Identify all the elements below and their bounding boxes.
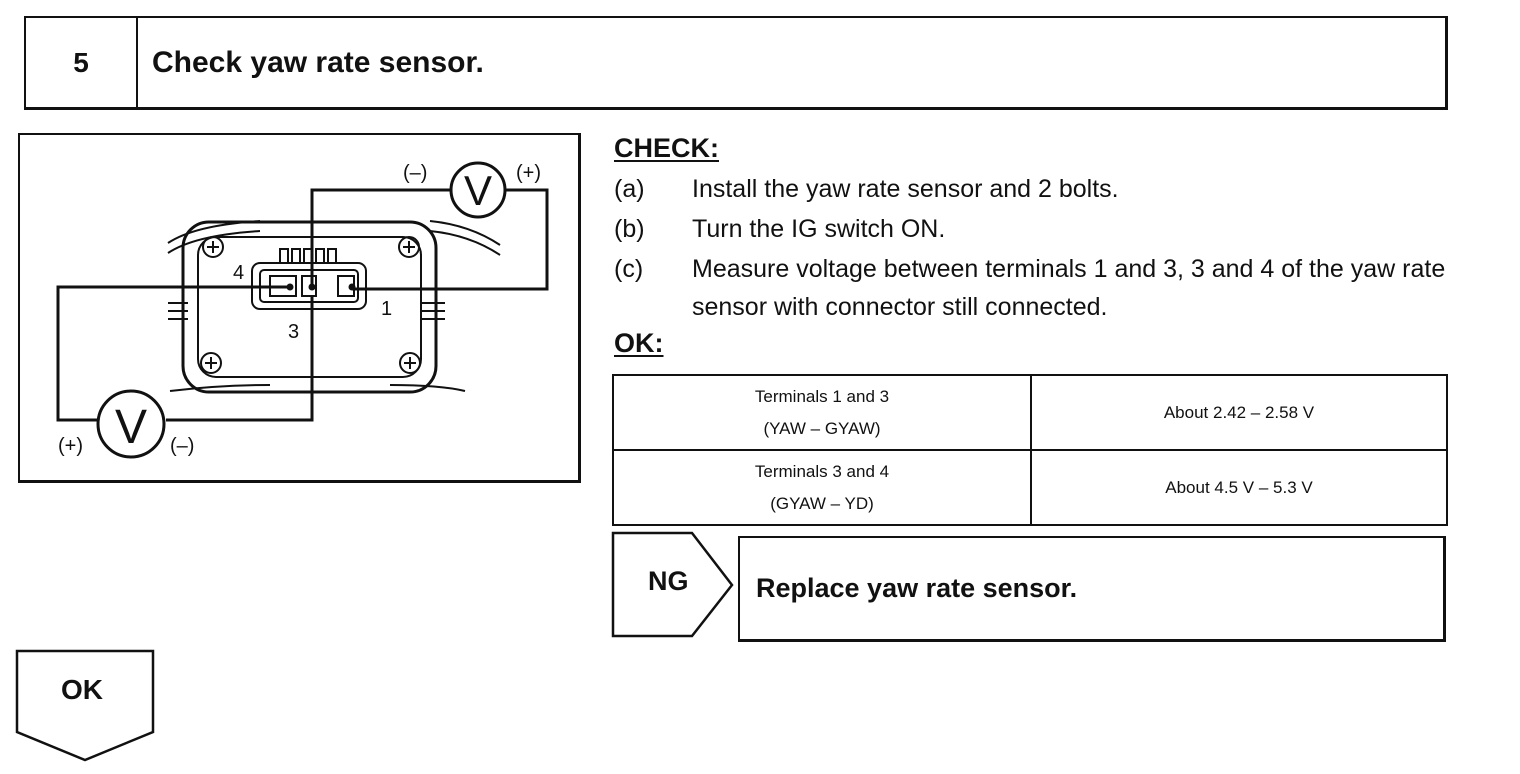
condition-signals: (YAW – GYAW): [763, 418, 881, 438]
value-cell: About 4.5 V – 5.3 V: [1031, 450, 1447, 525]
voltmeter-bottom-minus-label: (–): [170, 435, 195, 457]
value-cell: About 2.42 – 2.58 V: [1031, 375, 1447, 450]
check-step-text: Measure voltage between terminals 1 and 3, 3 and 4 of the yaw rate sensor with connector still connected.: [692, 255, 1446, 321]
step-title: Check yaw rate sensor.: [152, 45, 484, 79]
check-step-text: Turn the IG switch ON.: [692, 215, 946, 243]
voltmeter-top-minus-label: (–): [403, 162, 428, 184]
ok-spec-table: [612, 374, 1448, 526]
check-step-letter: (b): [614, 215, 645, 243]
condition-terminals: Terminals 3 and 4: [754, 461, 890, 481]
wiring-diagram: [18, 133, 581, 483]
step-number: 5: [26, 18, 138, 107]
ok-label: OK: [61, 674, 103, 705]
ng-result-action: Replace yaw rate sensor.: [756, 573, 1078, 603]
table-row: [613, 450, 1447, 525]
voltmeter-top-icon: [451, 163, 505, 217]
terminal-4-label: 4: [233, 262, 245, 284]
check-step-text: Install the yaw rate sensor and 2 bolts.: [692, 175, 1119, 203]
condition-cell: [613, 375, 1031, 450]
voltmeter-bottom-icon: [98, 391, 164, 457]
condition-signals: (GYAW – YD): [770, 493, 874, 513]
ok-arrow-icon: [14, 648, 156, 768]
voltmeter-bottom-plus-label: (+): [58, 435, 83, 457]
check-step-letter: (c): [614, 255, 644, 283]
terminal-1-dot: [349, 284, 356, 291]
step-header: [24, 16, 1448, 110]
ng-label: NG: [648, 566, 689, 596]
terminal-4-dot: [287, 284, 294, 291]
ok-heading: OK:: [614, 328, 664, 358]
condition-terminals: Terminals 1 and 3: [754, 386, 890, 406]
voltmeter-top-plus-label: (+): [516, 162, 541, 184]
terminal-1-label: 1: [381, 298, 393, 320]
voltmeter-top-symbol: V: [463, 167, 493, 214]
check-heading: CHECK:: [614, 133, 719, 163]
sensor-illustration: [20, 135, 583, 485]
ng-result-box: [738, 536, 1446, 642]
condition-cell: [613, 450, 1031, 525]
check-step-letter: (a): [614, 175, 645, 203]
terminal-3-label: 3: [288, 321, 300, 343]
table-row: [613, 375, 1447, 450]
voltmeter-bottom-symbol: V: [114, 401, 148, 454]
terminal-3-dot: [309, 284, 316, 291]
